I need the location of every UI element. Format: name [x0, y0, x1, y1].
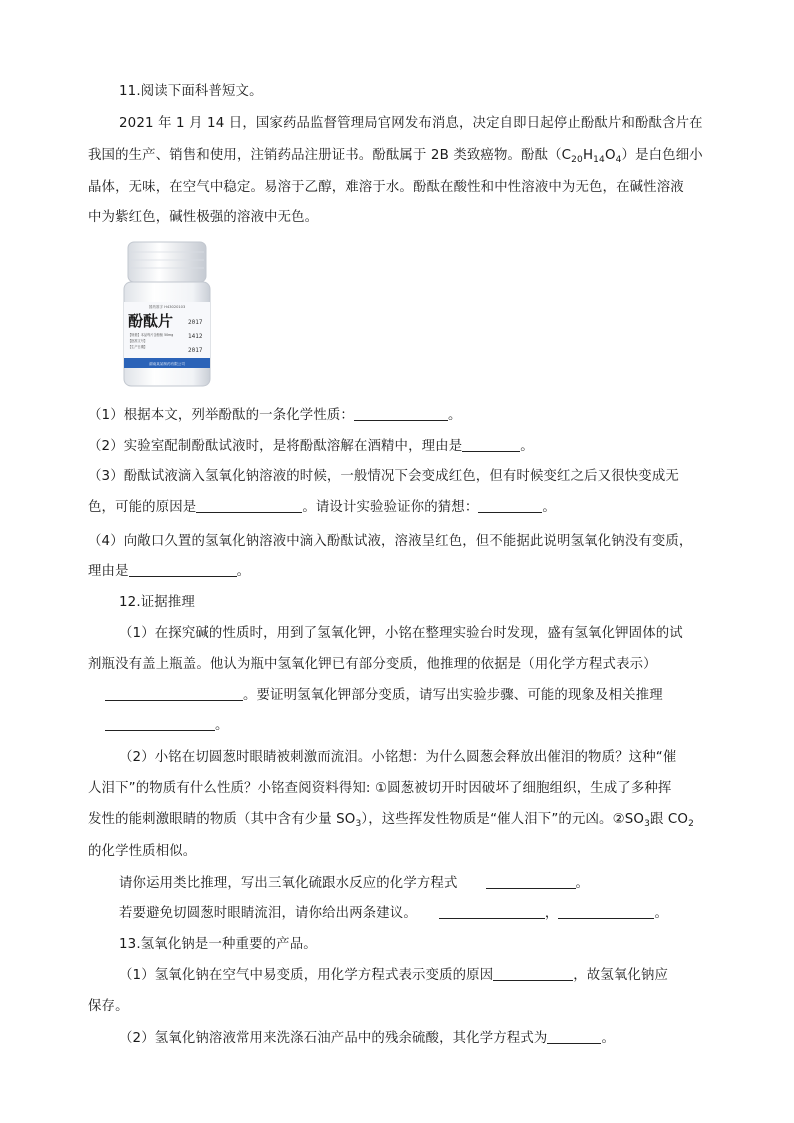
- q12-part3: 请你运用类比推理，写出三氧化硫跟水反应的化学方程式 。: [119, 876, 590, 891]
- q11-paragraph-line1: 2021 年 1 月 14 日，国家药品监督管理局官网发布消息，决定自即日起停止酚酞片和酚酞含片在: [119, 116, 703, 131]
- q11-sub1: （1）根据本文，列举酚酞的一条化学性质： 。: [88, 408, 462, 423]
- q12-part1-line1: （1）在探究碱的性质时，用到了氢氧化钾，小铭在整理实验台时发现，盛有氢氧化钾固体的试: [119, 626, 683, 641]
- svg-text:1412: 1412: [188, 333, 203, 340]
- answer-blank[interactable]: [354, 406, 448, 421]
- answer-blank[interactable]: [462, 437, 520, 452]
- answer-blank[interactable]: [129, 562, 237, 577]
- q11-paragraph-line2: 我国的生产、销售和使用，注销药品注册证书。酚酞属于 2B 类致癌物。酚酞$(C_{20}H_{14}O_4)$是白色细小: [88, 148, 703, 165]
- q13-part2: （2）氢氧化钠溶液常用来洗涤石油产品中的残余硫酸，其化学方程式为 。: [119, 1031, 615, 1046]
- q12-part4: 若要避免切圆葱时眼睛流泪，请你给出两条建议。 ， 。: [119, 906, 668, 921]
- q13-part1-line2: 保存。: [88, 999, 129, 1014]
- svg-text:【规格】本品每片含酚酞 50mg: 【规格】本品每片含酚酞 50mg: [128, 333, 174, 337]
- phenolphthalein-bottle-image: [118, 240, 214, 388]
- q12-part2-line4: 的化学性质相似。: [88, 844, 197, 859]
- svg-text:酚酞片: 酚酞片: [128, 312, 174, 330]
- q12-part1-line2: 剂瓶没有盖上瓶盖。他认为瓶中氢氧化钾已有部分变质，他推理的依据是（用化学方程式表示）: [88, 657, 657, 672]
- q11-title: 11.阅读下面科普短文。: [119, 84, 263, 99]
- answer-blank[interactable]: [478, 498, 542, 513]
- q11-paragraph-line3: 晶体，无味，在空气中稳定。易溶于乙醇，难溶于水。酚酞在酸性和中性溶液中为无色，在碱性溶液: [88, 180, 684, 195]
- q11-sub3-line1: （3）酚酞试液滴入氢氧化钠溶液的时候，一般情况下会变成红色，但有时候变红之后又很快变成无: [88, 469, 679, 484]
- q12-part2-line1: （2）小铭在切圆葱时眼睛被刺激而流泪。小铭想：为什么圆葱会释放出催泪的物质？这种“催: [119, 750, 677, 765]
- q11-sub3-line2: 色，可能的原因是 。请设计实验验证你的猜想： 。: [88, 500, 556, 515]
- answer-blank[interactable]: [493, 966, 573, 981]
- answer-blank[interactable]: [558, 904, 654, 919]
- q11-paragraph-line4: 中为紫红色，碱性极强的溶液中无色。: [88, 210, 319, 225]
- q12-part2-line2: 人泪下”的物质有什么性质？小铭查阅资料得知: ①圆葱被切开时因破坏了细胞组织，生成了多种挥: [88, 781, 672, 796]
- svg-text:【批准文号】: 【批准文号】: [128, 339, 148, 343]
- q12-part1-line3: 。要证明氢氧化钾部分变质，请写出实验步骤、可能的现象及相关推理: [105, 686, 663, 706]
- svg-text:湖南某某制药有限公司: 湖南某某制药有限公司: [149, 362, 185, 366]
- q12-part2-line3: 发性的能刺激眼睛的物质（其中含有少量 $SO_3$），这些挥发性物质是“催人泪下”的元凶。$②SO_3$跟 $CO_2$: [88, 812, 694, 829]
- q11-sub2: （2）实验室配制酚酞试液时，是将酚酞溶解在酒精中，理由是 。: [88, 439, 534, 454]
- q11-sub4-line2: 理由是 。: [88, 564, 251, 579]
- q11-sub4-line1: （4）向敞口久置的氢氧化钠溶液中滴入酚酞试液，溶液呈红色，但不能据此说明氢氧化钠没有变质，: [88, 534, 693, 549]
- answer-blank[interactable]: [547, 1029, 601, 1044]
- q13-part1-line1: （1）氢氧化钠在空气中易变质，用化学方程式表示变质的原因 ，故氢氧化钠应: [119, 968, 669, 983]
- q12-part1-line4: 。: [105, 716, 229, 736]
- q12-title: 12.证据推理: [119, 595, 195, 610]
- answer-blank[interactable]: [196, 498, 302, 513]
- answer-blank[interactable]: [105, 686, 243, 701]
- svg-text:2017: 2017: [188, 347, 203, 354]
- answer-blank[interactable]: [439, 904, 545, 919]
- svg-text:2017: 2017: [188, 319, 203, 326]
- answer-blank[interactable]: [105, 716, 215, 731]
- answer-blank[interactable]: [486, 874, 576, 889]
- q13-title: 13.氢氧化钠是一种重要的产品。: [119, 937, 317, 952]
- svg-text:国药准字 H43020103: 国药准字 H43020103: [148, 305, 186, 309]
- svg-text:【生产日期】: 【生产日期】: [128, 345, 148, 349]
